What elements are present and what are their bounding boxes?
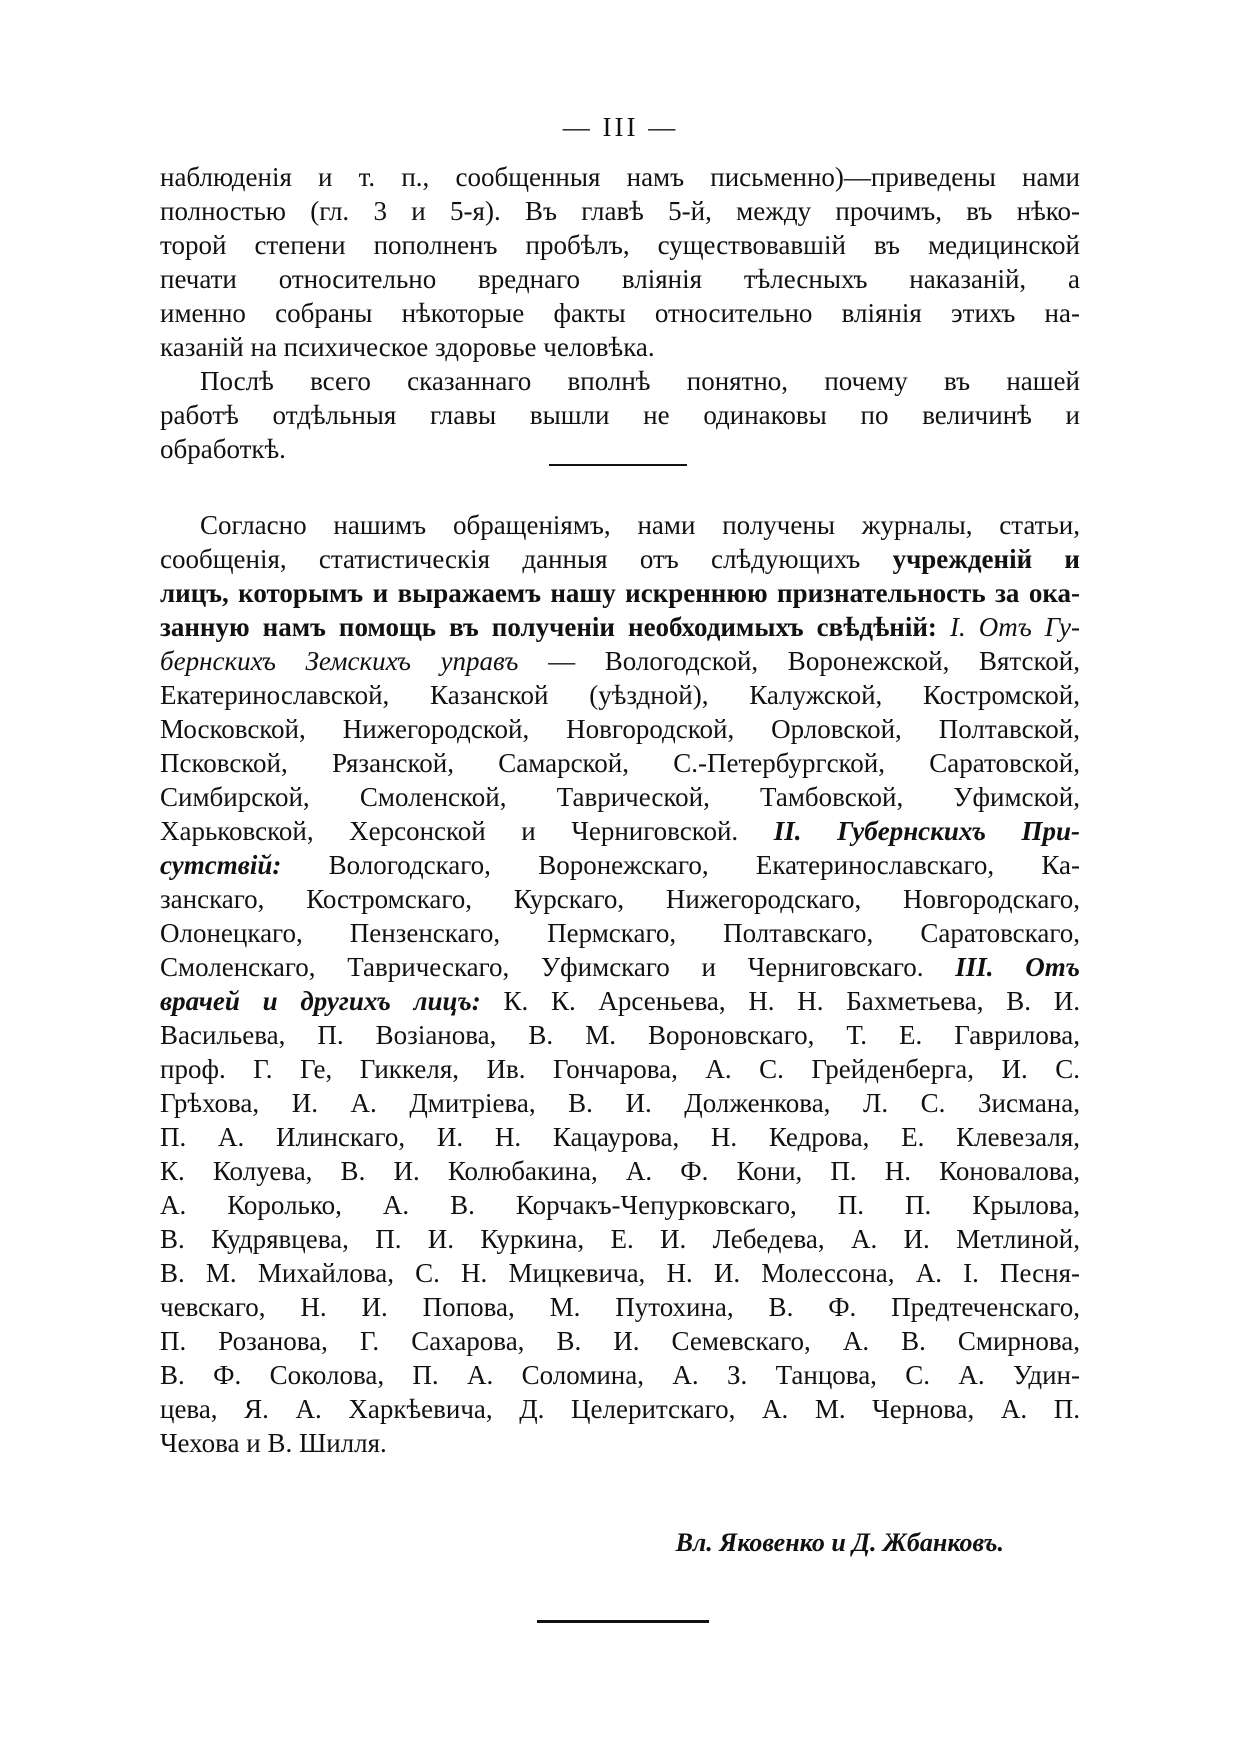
text-line: [160, 950, 1080, 984]
text-line: именно собраны нѣкоторые факты относительно вліянія этихъ на-: [160, 298, 1080, 328]
text-run: Смоленскаго, Таврическаго, Уфимскаго и Черниговскаго.: [160, 952, 956, 982]
bold-text-run: занную намъ помощь въ полученіи необходимыхъ свѣдѣній:: [160, 612, 950, 642]
text-line: печати относительно вреднаго вліянія тѣлесныхъ наказаній, а: [160, 264, 1080, 294]
text-line: Васильева, П. Возіанова, В. М. Вороновскаго, Т. Е. Гаврилова,: [160, 1020, 1080, 1050]
text-line: Псковской, Рязанской, Самарской, С.-Петербургской, Саратовской,: [160, 748, 1080, 778]
text-line: торой степени пополненъ пробѣлъ, существовавшій въ медицинской: [160, 230, 1080, 260]
text-run: Харьковской, Херсонской и Черниговской.: [160, 816, 774, 846]
end-divider: [537, 1620, 709, 1623]
text-line: В. Ф. Соколова, П. А. Соломина, А. З. Танцова, С. А. Удин-: [160, 1360, 1080, 1390]
second-paragraph: [160, 364, 1080, 466]
text-line: Симбирской, Смоленской, Таврической, Тамбовской, Уфимской,: [160, 782, 1080, 812]
italic-text-run: сутствій:: [160, 850, 282, 880]
text-run: — Вологодской, Воронежской, Вятской,: [518, 646, 1080, 676]
text-line: К. Колуева, В. И. Колюбакина, А. Ф. Кони, П. Н. Коновалова,: [160, 1156, 1080, 1186]
text-line: В. Кудрявцева, П. И. Куркина, Е. И. Лебедева, А. И. Метлиной,: [160, 1224, 1080, 1254]
text-run: сообщенія, статистическія данныя отъ слѣдующихъ: [160, 544, 893, 574]
text-line: работѣ отдѣльныя главы вышли не одинаковы по величинѣ и: [160, 400, 1080, 430]
italic-text-run: III. Отъ: [955, 952, 1081, 982]
acknowledgments-paragraph: [160, 508, 1080, 1460]
page-number: — III —: [562, 112, 679, 142]
text-run: К. К. Арсеньева, Н. Н. Бахметьева, В. И.: [480, 986, 1080, 1016]
text-line: Послѣ всего сказаннаго вполнѣ понятно, почему въ нашей: [200, 366, 1080, 396]
text-line: полностью (гл. 3 и 5-я). Въ главѣ 5-й, между прочимъ, въ нѣко-: [160, 196, 1080, 226]
text-line: Московской, Нижегородской, Новгородской, Орловской, Полтавской,: [160, 714, 1080, 744]
italic-text-run: врачей и другихъ лицъ:: [160, 986, 481, 1016]
text-line: А. Королько, А. В. Корчакъ-Чепурковскаго, П. П. Крылова,: [160, 1190, 1080, 1220]
intro-paragraph: [160, 160, 1080, 364]
section-divider: [549, 464, 687, 466]
bold-text-run: учрежденій и: [892, 544, 1080, 574]
text-line: Екатеринославской, Казанской (уѣздной), Калужской, Костромской,: [160, 680, 1080, 710]
text-line: [160, 848, 1080, 882]
text-line: [160, 542, 1080, 576]
text-line: Чехова и В. Шилля.: [160, 1428, 387, 1458]
italic-text-run: бернскихъ Земскихъ управъ: [160, 646, 519, 676]
text-line: наблюденія и т. п., сообщенныя намъ письменно)—приведены нами: [160, 162, 1080, 192]
text-line: проф. Г. Ге, Гиккеля, Ив. Гончарова, А. С. Грейденберга, И. С.: [160, 1054, 1080, 1084]
text-run: Вологодскаго, Воронежскаго, Екатеринославскаго, Ка-: [281, 850, 1080, 880]
text-line: П. Розанова, Г. Сахарова, В. И. Семевскаго, А. В. Смирнова,: [160, 1326, 1080, 1356]
text-line: Грѣхова, И. А. Дмитріева, В. И. Долженкова, Л. С. Зисмана,: [160, 1088, 1080, 1118]
text-line: казаній на психическое здоровье человѣка.: [160, 332, 655, 362]
text-line: П. А. Илинскаго, И. Н. Кацаурова, Н. Кедрова, Е. Клевезаля,: [160, 1122, 1080, 1152]
text-line: Олонецкаго, Пензенскаго, Пермскаго, Полтавскаго, Саратовскаго,: [160, 918, 1080, 948]
text-line: [160, 644, 1080, 678]
italic-text-run: II. Губернскихъ При-: [773, 816, 1081, 846]
text-line: [160, 610, 1080, 644]
text-line: [160, 984, 1080, 1018]
italic-text-run: I. Отъ Гу-: [949, 612, 1080, 642]
text-line: занскаго, Костромскаго, Курскаго, Нижегородскаго, Новгородскаго,: [160, 884, 1080, 914]
text-line: цева, Я. А. Харкѣевича, Д. Целеритскаго, А. М. Чернова, А. П.: [160, 1394, 1080, 1424]
text-line: чевскаго, Н. И. Попова, М. Путохина, В. Ф. Предтеченскаго,: [160, 1292, 1080, 1322]
text-line: В. М. Михайлова, С. Н. Мицкевича, Н. И. Молессона, А. І. Песня-: [160, 1258, 1080, 1288]
text-line: [160, 814, 1080, 848]
text-line: лицъ, которымъ и выражаемъ нашу искреннюю признательность за ока-: [160, 578, 1080, 608]
text-line: Согласно нашимъ обращеніямъ, нами получены журналы, статьи,: [200, 510, 1080, 540]
signature: Вл. Яковенко и Д. Жбанковъ.: [675, 1528, 1004, 1557]
text-line: обработкѣ.: [160, 434, 286, 464]
